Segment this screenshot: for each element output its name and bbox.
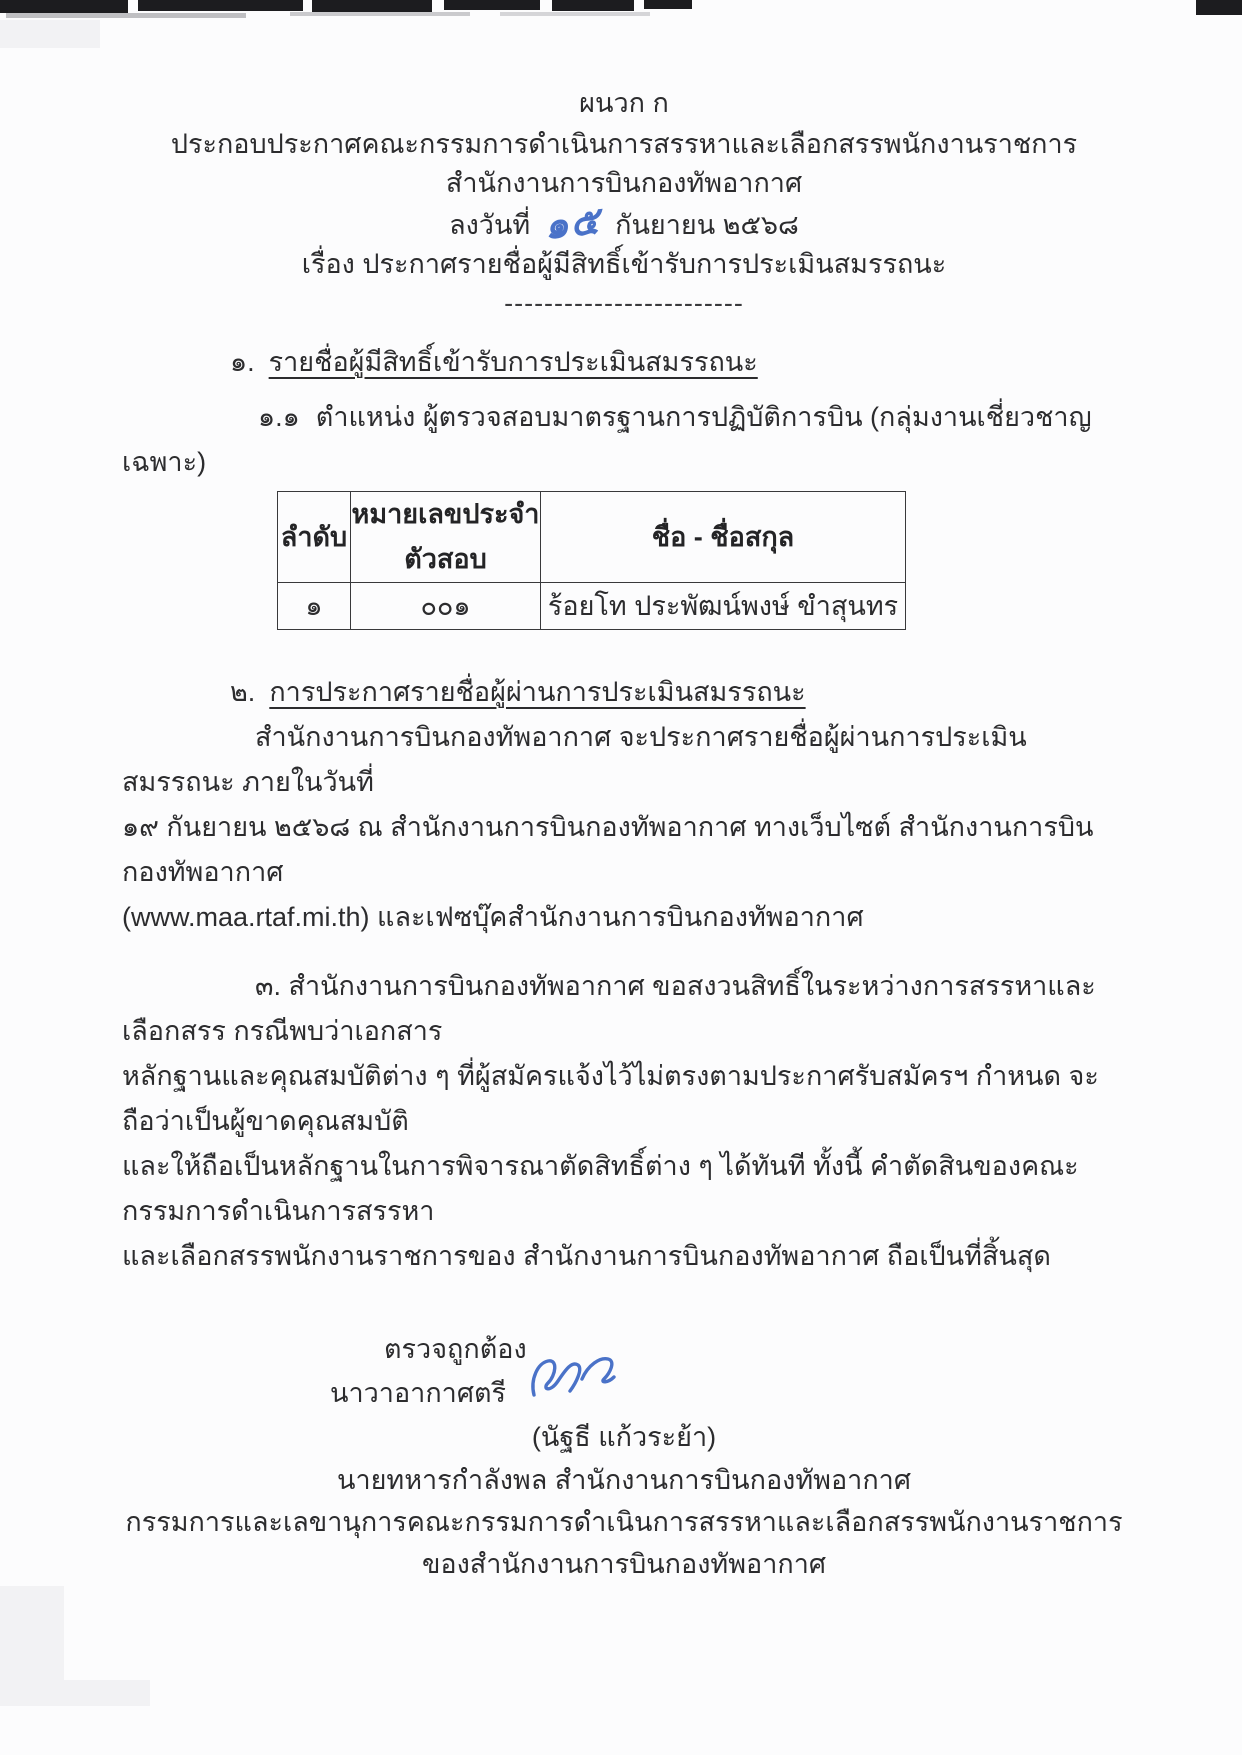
cell-exam-number: ๐๐๑ xyxy=(351,583,541,630)
header-office-line: สำนักงานการบินกองทัพอากาศ xyxy=(445,168,803,198)
paragraph-line: สำนักงานการบินกองทัพอากาศ จะประกาศรายชื่อผู้ผ่านการประเมินสมรรถนะ ภายในวันที่ xyxy=(122,722,1027,797)
signer-title-2: กรรมการและเลขานุการคณะกรรมการดำเนินการสรรหาและเลือกสรรพนักงานราชการ xyxy=(125,1507,1123,1537)
scan-artifact-top xyxy=(0,0,128,13)
certified-correct-label: ตรวจถูกต้อง xyxy=(384,1334,527,1364)
signature-ink-mark xyxy=(520,1349,630,1426)
section1-subheading-text: ตำแหน่ง ผู้ตรวจสอบมาตรฐานการปฏิบัติการบิน (กลุ่มงานเชี่ยวชาญเฉพาะ) xyxy=(122,402,1092,477)
divider-dashes: ------------------------ xyxy=(504,288,744,318)
candidate-table xyxy=(277,491,906,630)
paragraph-line: หลักฐานและคุณสมบัติต่าง ๆ ที่ผู้สมัครแจ้งไว้ไม่ตรงตามประกาศรับสมัครฯ กำหนด จะถือว่าเป็นผู้ขาดคุณสมบัติ xyxy=(122,1061,1099,1136)
scan-smudge xyxy=(8,1680,150,1706)
scan-artifact-top xyxy=(138,0,303,11)
col-header-exam-number: หมายเลขประจำตัวสอบ xyxy=(351,492,541,583)
document-content xyxy=(122,84,1126,1585)
header-date-line xyxy=(122,200,1126,248)
handwritten-date: ๑๕ xyxy=(542,200,604,248)
rank-line xyxy=(330,1371,1126,1415)
scan-artifact-top xyxy=(500,12,650,16)
scan-artifact-top-right xyxy=(1196,0,1242,15)
scan-artifact-top xyxy=(552,0,634,11)
date-suffix: กันยายน ๒๕๖๘ xyxy=(615,210,799,240)
scan-artifact-top xyxy=(290,12,470,16)
paragraph-line: และให้ถือเป็นหลักฐานในการพิจารณาตัดสิทธิ์ต่าง ๆ ได้ทันที ทั้งนี้ คำตัดสินของคณะกรรมการดำเนินการสรรหา xyxy=(122,1151,1079,1226)
signature-block xyxy=(122,1327,1126,1585)
section2-number: ๒. xyxy=(230,677,256,707)
scan-smudge xyxy=(0,1586,64,1706)
rank-label: นาวาอากาศตรี xyxy=(330,1378,507,1408)
header-committee-line: ประกอบประกาศคณะกรรมการดำเนินการสรรหาและเลือกสรรพนักงานราชการ xyxy=(170,129,1078,159)
signer-name: (นัฐธี แก้วระย้า) xyxy=(531,1422,717,1452)
scan-artifact-top xyxy=(6,13,246,18)
paragraph-line: และเลือกสรรพนักงานราชการของ สำนักงานการบินกองทัพอากาศ ถือเป็นที่สิ้นสุด xyxy=(122,1241,1051,1271)
section1-sub-number: ๑.๑ xyxy=(258,402,300,432)
cell-order: ๑ xyxy=(278,583,351,630)
paragraph-line: ๓. สำนักงานการบินกองทัพอากาศ ขอสงวนสิทธิ์ในระหว่างการสรรหาและเลือกสรร กรณีพบว่าเอกสาร xyxy=(122,971,1096,1046)
table-row xyxy=(278,583,906,630)
scan-artifact-top xyxy=(444,0,540,10)
section3-paragraph xyxy=(122,964,1126,1279)
date-prefix: ลงวันที่ xyxy=(449,210,531,240)
section1-number: ๑. xyxy=(230,347,255,377)
table-header-row xyxy=(278,492,906,583)
section2-heading-text: การประกาศรายชื่อผู้ผ่านการประเมินสมรรถนะ xyxy=(269,677,806,707)
section2-paragraph xyxy=(122,715,1126,940)
subject-line: เรื่อง ประกาศรายชื่อผู้มีสิทธิ์เข้ารับการประเมินสมรรถนะ xyxy=(301,249,947,279)
section1-subheading xyxy=(122,395,1126,485)
cell-name: ร้อยโท ประพัฒน์พงษ์ ขำสุนทร xyxy=(541,583,906,630)
section2-heading xyxy=(122,670,1126,715)
paragraph-line: (www.maa.rtaf.mi.th) และเฟซบุ๊คสำนักงานการบินกองทัพอากาศ xyxy=(122,902,864,932)
section1-heading xyxy=(122,340,1126,385)
paragraph-line: ๑๙ กันยายน ๒๕๖๘ ณ สำนักงานการบินกองทัพอากาศ ทางเว็บไซต์ สำนักงานการบินกองทัพอากาศ xyxy=(122,812,1094,887)
appendix-label: ผนวก ก xyxy=(579,88,669,118)
signer-title-1: นายทหารกำลังพล สำนักงานการบินกองทัพอากาศ xyxy=(336,1465,911,1495)
scan-smudge xyxy=(0,20,100,48)
signer-title-3: ของสำนักงานการบินกองทัพอากาศ xyxy=(421,1549,827,1579)
section1-heading-text: รายชื่อผู้มีสิทธิ์เข้ารับการประเมินสมรรถนะ xyxy=(268,347,758,377)
col-header-name: ชื่อ - ชื่อสกุล xyxy=(541,492,906,583)
col-header-order: ลำดับ xyxy=(278,492,351,583)
scan-artifact-top xyxy=(312,0,432,12)
scan-artifact-top xyxy=(644,0,692,9)
